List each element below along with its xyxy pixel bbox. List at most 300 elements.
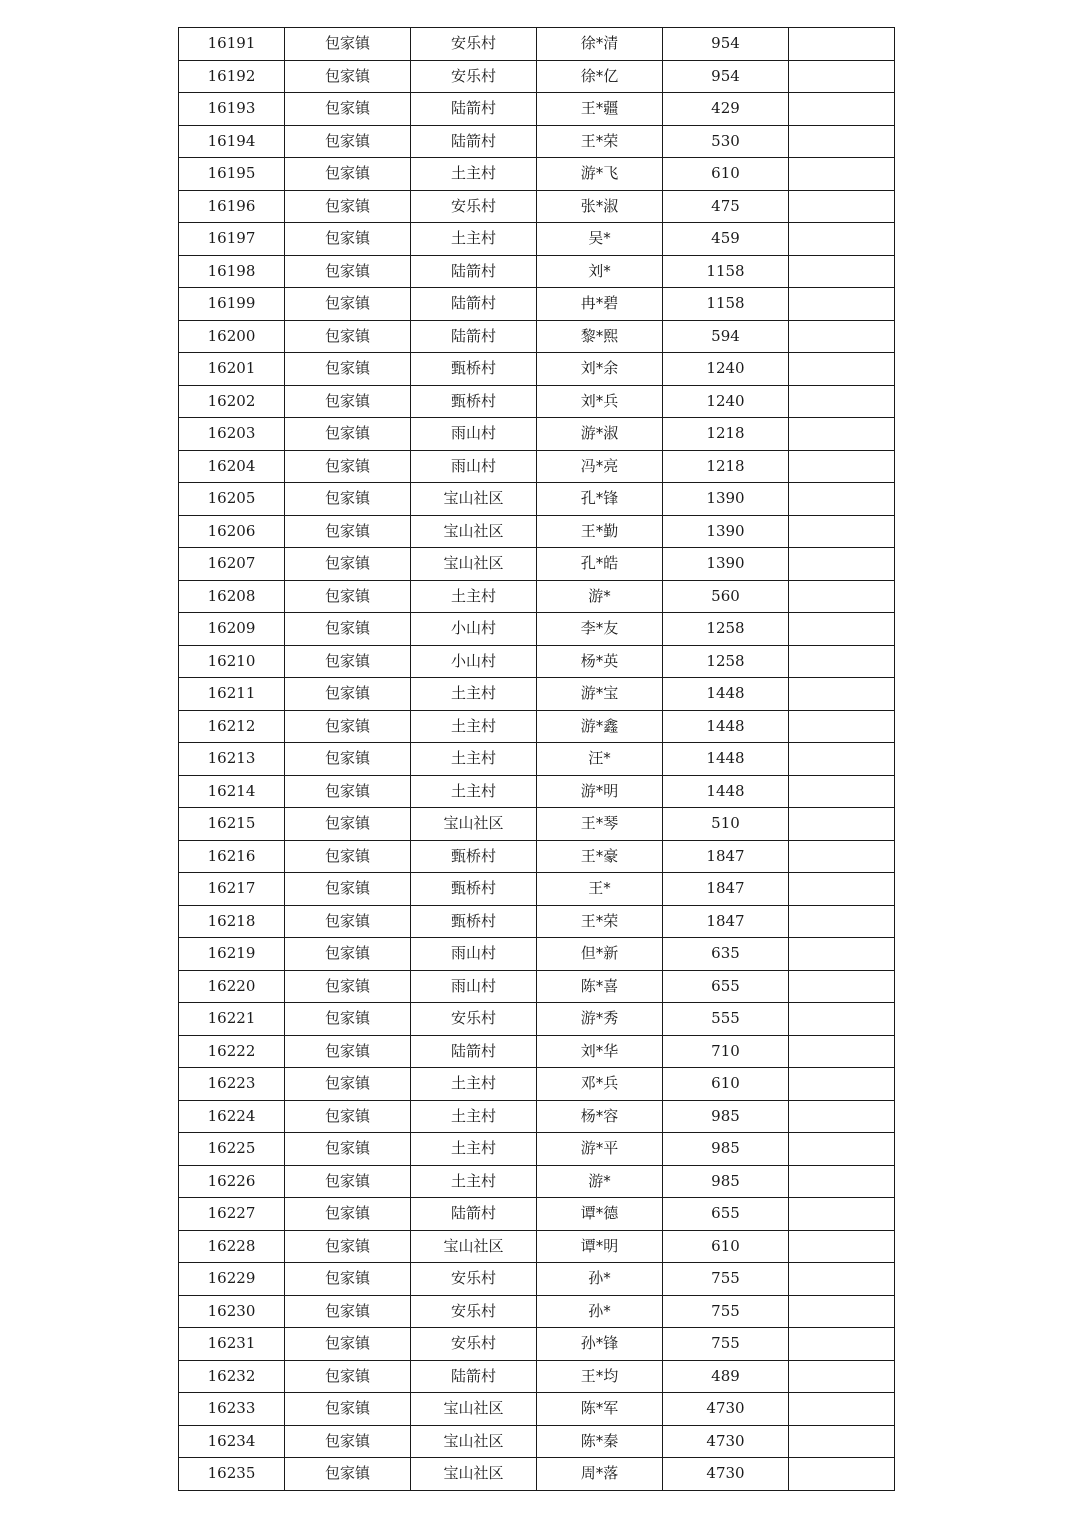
remark-cell: [789, 645, 895, 678]
amount-cell: 1390: [663, 515, 789, 548]
table-row: [179, 743, 895, 776]
town-cell: 包家镇: [285, 320, 411, 353]
amount-cell: 1218: [663, 450, 789, 483]
table-row: [179, 1035, 895, 1068]
village-cell: 宝山社区: [411, 483, 537, 516]
remark-cell: [789, 1328, 895, 1361]
name-cell: 游*宝: [537, 678, 663, 711]
name-cell: 孙*锋: [537, 1328, 663, 1361]
table-row: [179, 1133, 895, 1166]
name-cell: 王*荣: [537, 125, 663, 158]
amount-cell: 985: [663, 1165, 789, 1198]
village-cell: 甄桥村: [411, 905, 537, 938]
town-cell: 包家镇: [285, 548, 411, 581]
town-cell: 包家镇: [285, 1360, 411, 1393]
remark-cell: [789, 320, 895, 353]
name-cell: 陈*秦: [537, 1425, 663, 1458]
serial-number-cell: 16197: [179, 223, 285, 256]
amount-cell: 610: [663, 1068, 789, 1101]
village-cell: 陆箭村: [411, 1360, 537, 1393]
amount-cell: 1158: [663, 255, 789, 288]
village-cell: 雨山村: [411, 938, 537, 971]
table-row: [179, 158, 895, 191]
remark-cell: [789, 125, 895, 158]
table-row: [179, 1360, 895, 1393]
serial-number-cell: 16206: [179, 515, 285, 548]
village-cell: 土主村: [411, 158, 537, 191]
serial-number-cell: 16218: [179, 905, 285, 938]
remark-cell: [789, 28, 895, 61]
amount-cell: 560: [663, 580, 789, 613]
table-row: [179, 1003, 895, 1036]
table-row: [179, 970, 895, 1003]
serial-number-cell: 16224: [179, 1100, 285, 1133]
remark-cell: [789, 970, 895, 1003]
serial-number-cell: 16225: [179, 1133, 285, 1166]
serial-number-cell: 16202: [179, 385, 285, 418]
amount-cell: 610: [663, 1230, 789, 1263]
town-cell: 包家镇: [285, 580, 411, 613]
remark-cell: [789, 1295, 895, 1328]
village-cell: 陆箭村: [411, 255, 537, 288]
table-row: [179, 580, 895, 613]
table-row: [179, 710, 895, 743]
village-cell: 土主村: [411, 678, 537, 711]
table-row: [179, 1100, 895, 1133]
name-cell: 游*平: [537, 1133, 663, 1166]
serial-number-cell: 16201: [179, 353, 285, 386]
serial-number-cell: 16231: [179, 1328, 285, 1361]
name-cell: 游*鑫: [537, 710, 663, 743]
table-row: [179, 483, 895, 516]
village-cell: 土主村: [411, 1100, 537, 1133]
subsidy-table: [178, 27, 895, 1491]
amount-cell: 755: [663, 1263, 789, 1296]
table-row: [179, 1165, 895, 1198]
town-cell: 包家镇: [285, 515, 411, 548]
town-cell: 包家镇: [285, 1295, 411, 1328]
serial-number-cell: 16193: [179, 93, 285, 126]
name-cell: 王*勤: [537, 515, 663, 548]
serial-number-cell: 16227: [179, 1198, 285, 1231]
amount-cell: 1448: [663, 743, 789, 776]
remark-cell: [789, 775, 895, 808]
town-cell: 包家镇: [285, 450, 411, 483]
remark-cell: [789, 223, 895, 256]
name-cell: 刘*兵: [537, 385, 663, 418]
town-cell: 包家镇: [285, 645, 411, 678]
town-cell: 包家镇: [285, 28, 411, 61]
town-cell: 包家镇: [285, 223, 411, 256]
serial-number-cell: 16211: [179, 678, 285, 711]
serial-number-cell: 16213: [179, 743, 285, 776]
village-cell: 陆箭村: [411, 288, 537, 321]
name-cell: 孙*: [537, 1263, 663, 1296]
town-cell: 包家镇: [285, 483, 411, 516]
town-cell: 包家镇: [285, 353, 411, 386]
amount-cell: 1448: [663, 678, 789, 711]
village-cell: 土主村: [411, 710, 537, 743]
remark-cell: [789, 1068, 895, 1101]
town-cell: 包家镇: [285, 1133, 411, 1166]
amount-cell: 655: [663, 1198, 789, 1231]
table-row: [179, 1425, 895, 1458]
name-cell: 张*淑: [537, 190, 663, 223]
name-cell: 李*友: [537, 613, 663, 646]
remark-cell: [789, 1003, 895, 1036]
amount-cell: 530: [663, 125, 789, 158]
name-cell: 王*均: [537, 1360, 663, 1393]
name-cell: 王*疆: [537, 93, 663, 126]
serial-number-cell: 16207: [179, 548, 285, 581]
table-row: [179, 938, 895, 971]
table-row: [179, 1263, 895, 1296]
remark-cell: [789, 613, 895, 646]
table-row: [179, 905, 895, 938]
town-cell: 包家镇: [285, 678, 411, 711]
amount-cell: 1390: [663, 483, 789, 516]
remark-cell: [789, 288, 895, 321]
name-cell: 徐*清: [537, 28, 663, 61]
village-cell: 雨山村: [411, 450, 537, 483]
name-cell: 陈*军: [537, 1393, 663, 1426]
table-row: [179, 288, 895, 321]
town-cell: 包家镇: [285, 613, 411, 646]
table-row: [179, 385, 895, 418]
name-cell: 陈*喜: [537, 970, 663, 1003]
amount-cell: 1390: [663, 548, 789, 581]
table-row: [179, 320, 895, 353]
table-row: [179, 93, 895, 126]
name-cell: 游*淑: [537, 418, 663, 451]
amount-cell: 1847: [663, 873, 789, 906]
amount-cell: 459: [663, 223, 789, 256]
table-row: [179, 775, 895, 808]
town-cell: 包家镇: [285, 1035, 411, 1068]
remark-cell: [789, 548, 895, 581]
town-cell: 包家镇: [285, 938, 411, 971]
village-cell: 安乐村: [411, 190, 537, 223]
table-row: [179, 808, 895, 841]
town-cell: 包家镇: [285, 418, 411, 451]
remark-cell: [789, 190, 895, 223]
table-row: [179, 613, 895, 646]
amount-cell: 4730: [663, 1393, 789, 1426]
remark-cell: [789, 1198, 895, 1231]
serial-number-cell: 16220: [179, 970, 285, 1003]
serial-number-cell: 16209: [179, 613, 285, 646]
amount-cell: 1847: [663, 840, 789, 873]
town-cell: 包家镇: [285, 1263, 411, 1296]
name-cell: 王*琴: [537, 808, 663, 841]
town-cell: 包家镇: [285, 775, 411, 808]
remark-cell: [789, 515, 895, 548]
remark-cell: [789, 1100, 895, 1133]
table-row: [179, 418, 895, 451]
table-row: [179, 28, 895, 61]
serial-number-cell: 16228: [179, 1230, 285, 1263]
remark-cell: [789, 418, 895, 451]
remark-cell: [789, 1425, 895, 1458]
table-row: [179, 1458, 895, 1491]
remark-cell: [789, 93, 895, 126]
name-cell: 游*: [537, 1165, 663, 1198]
serial-number-cell: 16226: [179, 1165, 285, 1198]
amount-cell: 1240: [663, 385, 789, 418]
name-cell: 孔*锋: [537, 483, 663, 516]
serial-number-cell: 16200: [179, 320, 285, 353]
table-row: [179, 223, 895, 256]
name-cell: 冯*亮: [537, 450, 663, 483]
village-cell: 安乐村: [411, 1263, 537, 1296]
table-row: [179, 1230, 895, 1263]
village-cell: 土主村: [411, 743, 537, 776]
name-cell: 周*落: [537, 1458, 663, 1491]
amount-cell: 1258: [663, 645, 789, 678]
name-cell: 刘*余: [537, 353, 663, 386]
name-cell: 游*明: [537, 775, 663, 808]
serial-number-cell: 16210: [179, 645, 285, 678]
name-cell: 游*飞: [537, 158, 663, 191]
amount-cell: 429: [663, 93, 789, 126]
name-cell: 谭*明: [537, 1230, 663, 1263]
town-cell: 包家镇: [285, 808, 411, 841]
remark-cell: [789, 580, 895, 613]
name-cell: 徐*亿: [537, 60, 663, 93]
table-row: [179, 60, 895, 93]
table-row: [179, 1068, 895, 1101]
name-cell: 王*豪: [537, 840, 663, 873]
table-row: [179, 1328, 895, 1361]
table-row: [179, 1393, 895, 1426]
remark-cell: [789, 743, 895, 776]
name-cell: 刘*: [537, 255, 663, 288]
serial-number-cell: 16212: [179, 710, 285, 743]
town-cell: 包家镇: [285, 1328, 411, 1361]
serial-number-cell: 16214: [179, 775, 285, 808]
serial-number-cell: 16198: [179, 255, 285, 288]
serial-number-cell: 16196: [179, 190, 285, 223]
serial-number-cell: 16219: [179, 938, 285, 971]
name-cell: 王*荣: [537, 905, 663, 938]
amount-cell: 985: [663, 1100, 789, 1133]
remark-cell: [789, 678, 895, 711]
table-row: [179, 1295, 895, 1328]
amount-cell: 1448: [663, 775, 789, 808]
name-cell: 杨*容: [537, 1100, 663, 1133]
village-cell: 雨山村: [411, 970, 537, 1003]
remark-cell: [789, 808, 895, 841]
remark-cell: [789, 1035, 895, 1068]
remark-cell: [789, 60, 895, 93]
village-cell: 宝山社区: [411, 548, 537, 581]
serial-number-cell: 16235: [179, 1458, 285, 1491]
name-cell: 游*秀: [537, 1003, 663, 1036]
serial-number-cell: 16192: [179, 60, 285, 93]
table-row: [179, 125, 895, 158]
name-cell: 孙*: [537, 1295, 663, 1328]
amount-cell: 954: [663, 60, 789, 93]
remark-cell: [789, 1458, 895, 1491]
village-cell: 宝山社区: [411, 515, 537, 548]
remark-cell: [789, 938, 895, 971]
serial-number-cell: 16230: [179, 1295, 285, 1328]
serial-number-cell: 16216: [179, 840, 285, 873]
serial-number-cell: 16221: [179, 1003, 285, 1036]
name-cell: 但*新: [537, 938, 663, 971]
town-cell: 包家镇: [285, 288, 411, 321]
remark-cell: [789, 905, 895, 938]
amount-cell: 1218: [663, 418, 789, 451]
remark-cell: [789, 450, 895, 483]
town-cell: 包家镇: [285, 905, 411, 938]
table-body: [179, 28, 895, 1491]
table-row: [179, 873, 895, 906]
town-cell: 包家镇: [285, 743, 411, 776]
serial-number-cell: 16215: [179, 808, 285, 841]
table-row: [179, 190, 895, 223]
amount-cell: 510: [663, 808, 789, 841]
remark-cell: [789, 483, 895, 516]
village-cell: 甄桥村: [411, 840, 537, 873]
remark-cell: [789, 1133, 895, 1166]
serial-number-cell: 16222: [179, 1035, 285, 1068]
town-cell: 包家镇: [285, 1393, 411, 1426]
amount-cell: 635: [663, 938, 789, 971]
village-cell: 陆箭村: [411, 1035, 537, 1068]
serial-number-cell: 16203: [179, 418, 285, 451]
village-cell: 安乐村: [411, 60, 537, 93]
name-cell: 邓*兵: [537, 1068, 663, 1101]
name-cell: 刘*华: [537, 1035, 663, 1068]
village-cell: 土主村: [411, 223, 537, 256]
town-cell: 包家镇: [285, 1003, 411, 1036]
remark-cell: [789, 1165, 895, 1198]
remark-cell: [789, 1360, 895, 1393]
village-cell: 陆箭村: [411, 1198, 537, 1231]
remark-cell: [789, 710, 895, 743]
serial-number-cell: 16217: [179, 873, 285, 906]
amount-cell: 594: [663, 320, 789, 353]
amount-cell: 1448: [663, 710, 789, 743]
town-cell: 包家镇: [285, 1100, 411, 1133]
name-cell: 汪*: [537, 743, 663, 776]
amount-cell: 4730: [663, 1425, 789, 1458]
serial-number-cell: 16234: [179, 1425, 285, 1458]
table-row: [179, 1198, 895, 1231]
town-cell: 包家镇: [285, 1165, 411, 1198]
village-cell: 土主村: [411, 1133, 537, 1166]
serial-number-cell: 16194: [179, 125, 285, 158]
village-cell: 陆箭村: [411, 320, 537, 353]
name-cell: 游*: [537, 580, 663, 613]
amount-cell: 710: [663, 1035, 789, 1068]
remark-cell: [789, 1393, 895, 1426]
name-cell: 吴*: [537, 223, 663, 256]
town-cell: 包家镇: [285, 710, 411, 743]
amount-cell: 4730: [663, 1458, 789, 1491]
amount-cell: 1158: [663, 288, 789, 321]
amount-cell: 985: [663, 1133, 789, 1166]
amount-cell: 755: [663, 1295, 789, 1328]
serial-number-cell: 16205: [179, 483, 285, 516]
town-cell: 包家镇: [285, 1425, 411, 1458]
village-cell: 宝山社区: [411, 1393, 537, 1426]
serial-number-cell: 16191: [179, 28, 285, 61]
village-cell: 陆箭村: [411, 93, 537, 126]
remark-cell: [789, 1263, 895, 1296]
village-cell: 宝山社区: [411, 1458, 537, 1491]
name-cell: 黎*熙: [537, 320, 663, 353]
town-cell: 包家镇: [285, 385, 411, 418]
amount-cell: 475: [663, 190, 789, 223]
village-cell: 安乐村: [411, 28, 537, 61]
amount-cell: 610: [663, 158, 789, 191]
name-cell: 杨*英: [537, 645, 663, 678]
town-cell: 包家镇: [285, 125, 411, 158]
remark-cell: [789, 873, 895, 906]
village-cell: 宝山社区: [411, 1230, 537, 1263]
name-cell: 王*: [537, 873, 663, 906]
table-row: [179, 515, 895, 548]
remark-cell: [789, 255, 895, 288]
town-cell: 包家镇: [285, 1198, 411, 1231]
serial-number-cell: 16208: [179, 580, 285, 613]
table-row: [179, 255, 895, 288]
name-cell: 孔*皓: [537, 548, 663, 581]
amount-cell: 954: [663, 28, 789, 61]
town-cell: 包家镇: [285, 970, 411, 1003]
village-cell: 小山村: [411, 613, 537, 646]
serial-number-cell: 16232: [179, 1360, 285, 1393]
village-cell: 雨山村: [411, 418, 537, 451]
name-cell: 冉*碧: [537, 288, 663, 321]
remark-cell: [789, 158, 895, 191]
table-row: [179, 450, 895, 483]
serial-number-cell: 16195: [179, 158, 285, 191]
town-cell: 包家镇: [285, 158, 411, 191]
village-cell: 安乐村: [411, 1328, 537, 1361]
town-cell: 包家镇: [285, 873, 411, 906]
serial-number-cell: 16229: [179, 1263, 285, 1296]
serial-number-cell: 16233: [179, 1393, 285, 1426]
table-row: [179, 645, 895, 678]
table-row: [179, 548, 895, 581]
village-cell: 安乐村: [411, 1003, 537, 1036]
town-cell: 包家镇: [285, 1230, 411, 1263]
village-cell: 宝山社区: [411, 1425, 537, 1458]
village-cell: 甄桥村: [411, 873, 537, 906]
village-cell: 土主村: [411, 775, 537, 808]
village-cell: 土主村: [411, 1068, 537, 1101]
village-cell: 土主村: [411, 1165, 537, 1198]
town-cell: 包家镇: [285, 1068, 411, 1101]
amount-cell: 1847: [663, 905, 789, 938]
remark-cell: [789, 353, 895, 386]
village-cell: 土主村: [411, 580, 537, 613]
serial-number-cell: 16204: [179, 450, 285, 483]
amount-cell: 1240: [663, 353, 789, 386]
village-cell: 宝山社区: [411, 808, 537, 841]
town-cell: 包家镇: [285, 60, 411, 93]
town-cell: 包家镇: [285, 93, 411, 126]
town-cell: 包家镇: [285, 1458, 411, 1491]
amount-cell: 655: [663, 970, 789, 1003]
amount-cell: 1258: [663, 613, 789, 646]
remark-cell: [789, 1230, 895, 1263]
village-cell: 安乐村: [411, 1295, 537, 1328]
remark-cell: [789, 385, 895, 418]
